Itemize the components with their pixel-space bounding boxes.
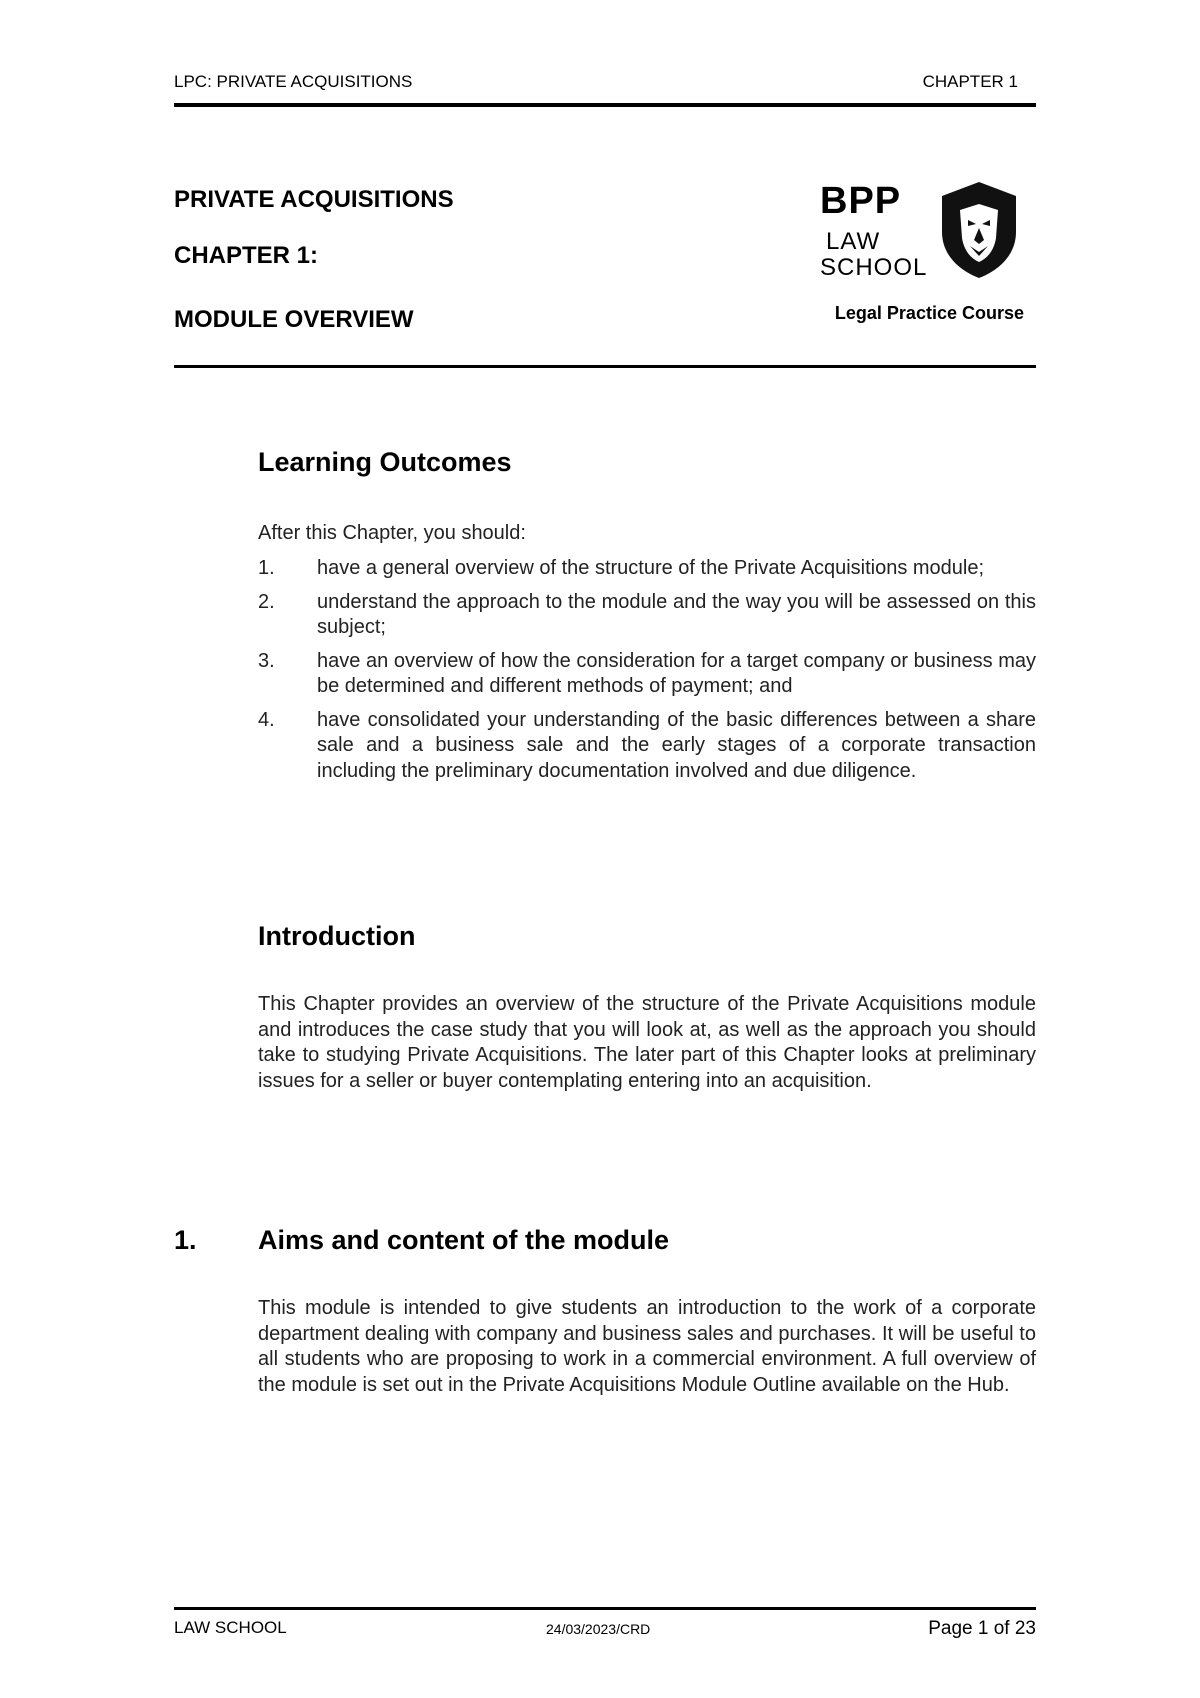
section-body: This module is intended to give students an introduction to the work of a corporate department dealing with company and business sales and purchases. It will be useful to all students who are proposing to work in a commercial environment. A full overview of the module is set out in the Private Acquisitions Module Outline available on the Hub. [258, 1297, 1036, 1396]
document-title: PRIVATE ACQUISITIONS [174, 186, 454, 213]
page-number: Page 1 of 23 [928, 1618, 1036, 1639]
list-item [258, 556, 1036, 582]
list-item-text: have a general overview of the structure of the Private Acquisitions module; [317, 557, 985, 579]
lion-head-icon [938, 180, 1020, 280]
title-divider [174, 365, 1036, 368]
running-header-title: LPC: PRIVATE ACQUISITIONS [174, 72, 413, 91]
chapter-label: CHAPTER 1: [174, 242, 319, 269]
list-item-text: have an overview of how the consideration for a target company or business may be determined and different methods of payment; and [317, 649, 1036, 697]
list-item-text: understand the approach to the module and the way you will be assessed on this subject; [317, 590, 1036, 638]
learning-outcomes-intro: After this Chapter, you should: [258, 522, 526, 544]
list-item-text: have consolidated your understanding of the basic differences between a share sale and a business sale and the early stages of a corporate transaction including the preliminary documentation involved and due diligence. [317, 708, 1036, 782]
course-label: Legal Practice Course [834, 303, 1024, 323]
section-number: 1. [174, 1225, 197, 1255]
logo-law-text: LAW [826, 228, 881, 255]
list-item-number: 4. [258, 708, 275, 731]
header-divider [174, 103, 1036, 107]
logo-bpp-text: BPP [820, 180, 902, 222]
footer-date-code: 24/03/2023/CRD [546, 1621, 651, 1637]
chapter-title: MODULE OVERVIEW [174, 306, 414, 333]
list-item-number: 2. [258, 590, 275, 613]
footer-school: LAW SCHOOL [174, 1618, 287, 1637]
list-item-number: 1. [258, 557, 275, 579]
running-header-chapter: CHAPTER 1 [922, 72, 1018, 91]
list-item-number: 3. [258, 649, 275, 672]
learning-outcomes-heading: Learning Outcomes [258, 447, 512, 477]
list-item [258, 708, 1036, 785]
introduction-body: This Chapter provides an overview of the structure of the Private Acquisitions module and introduces the case study that you will look at, as well as the approach you should take to studying Private Acquisitions. The later part of this Chapter looks at preliminary issues for a seller or buyer contemplating entering into an acquisition. [258, 993, 1036, 1092]
list-item [258, 590, 1036, 641]
learning-outcomes-list [258, 556, 1036, 792]
footer-divider [174, 1607, 1036, 1610]
bpp-law-school-logo [820, 180, 1030, 290]
logo-school-text: SCHOOL [820, 254, 928, 281]
list-item [258, 649, 1036, 700]
section-heading: Aims and content of the module [258, 1225, 670, 1255]
introduction-heading: Introduction [258, 921, 416, 951]
